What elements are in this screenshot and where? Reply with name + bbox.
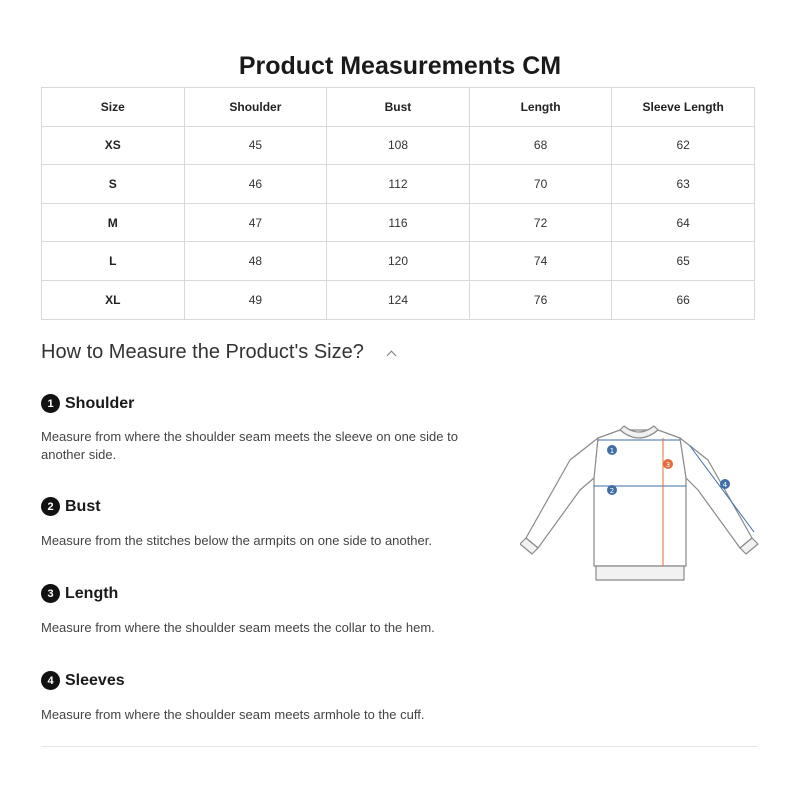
cell-bust: 112 xyxy=(327,165,470,204)
step-sleeves-heading xyxy=(41,671,125,690)
header-shoulder: Shoulder xyxy=(184,88,327,127)
svg-text:4: 4 xyxy=(722,481,728,489)
step-bust-heading xyxy=(41,497,101,516)
cell-length: 76 xyxy=(469,280,612,319)
sweater-outline-icon xyxy=(520,426,758,580)
marker-2-icon xyxy=(607,485,617,495)
step-number-icon: 4 xyxy=(41,671,60,690)
cell-shoulder: 47 xyxy=(184,203,327,242)
cell-shoulder: 45 xyxy=(184,126,327,165)
cell-sleeve-length: 62 xyxy=(612,126,755,165)
header-size: Size xyxy=(42,88,185,127)
svg-text:3: 3 xyxy=(665,461,671,469)
cell-sleeve-length: 64 xyxy=(612,203,755,242)
cell-shoulder: 48 xyxy=(184,242,327,281)
how-to-measure-label: How to Measure the Product's Size? xyxy=(41,341,364,363)
table-row xyxy=(42,242,755,281)
step-title: Length xyxy=(65,584,119,602)
step-length-heading xyxy=(41,584,118,603)
marker-4-icon xyxy=(720,479,730,489)
cell-bust: 120 xyxy=(327,242,470,281)
cell-size: XS xyxy=(42,126,185,165)
how-to-measure-toggle[interactable] xyxy=(41,341,395,364)
header-length: Length xyxy=(469,88,612,127)
step-length-desc: Measure from where the shoulder seam meets the collar to the hem. xyxy=(41,620,435,635)
step-bust-desc: Measure from the stitches below the armpits on one side to another. xyxy=(41,533,432,548)
cell-length: 70 xyxy=(469,165,612,204)
page-title: Product Measurements CM xyxy=(238,52,562,80)
cell-length: 72 xyxy=(469,203,612,242)
section-divider xyxy=(41,746,757,747)
table-row xyxy=(42,203,755,242)
step-title: Sleeves xyxy=(65,671,125,689)
cell-bust: 108 xyxy=(327,126,470,165)
chevron-up-icon[interactable] xyxy=(386,351,396,361)
step-shoulder-heading xyxy=(41,394,134,413)
table-row xyxy=(42,165,755,204)
table-header-row xyxy=(42,88,755,127)
step-number-icon: 2 xyxy=(41,497,60,516)
cell-sleeve-length: 63 xyxy=(612,165,755,204)
cell-size: XL xyxy=(42,280,185,319)
cell-length: 68 xyxy=(469,126,612,165)
header-bust: Bust xyxy=(327,88,470,127)
cell-size: M xyxy=(42,203,185,242)
cell-sleeve-length: 65 xyxy=(612,242,755,281)
step-shoulder-desc: Measure from where the shoulder seam meets the sleeve on one side to another side. xyxy=(41,429,458,462)
sweater-diagram xyxy=(520,420,760,585)
marker-3-icon xyxy=(663,459,673,469)
svg-text:2: 2 xyxy=(609,487,615,495)
cell-shoulder: 49 xyxy=(184,280,327,319)
marker-1-icon xyxy=(607,445,617,455)
cell-sleeve-length: 66 xyxy=(612,280,755,319)
size-table xyxy=(41,87,755,320)
cell-bust: 116 xyxy=(327,203,470,242)
step-number-icon: 3 xyxy=(41,584,60,603)
cell-size: S xyxy=(42,165,185,204)
header-sleeve-length: Sleeve Length xyxy=(612,88,755,127)
cell-shoulder: 46 xyxy=(184,165,327,204)
cell-bust: 124 xyxy=(327,280,470,319)
step-sleeves-desc: Measure from where the shoulder seam meets armhole to the cuff. xyxy=(41,707,425,722)
step-title: Bust xyxy=(65,497,101,515)
svg-text:1: 1 xyxy=(609,447,615,455)
table-row xyxy=(42,280,755,319)
table-row xyxy=(42,126,755,165)
step-number-icon: 1 xyxy=(41,394,60,413)
cell-size: L xyxy=(42,242,185,281)
step-title: Shoulder xyxy=(65,394,135,412)
cell-length: 74 xyxy=(469,242,612,281)
